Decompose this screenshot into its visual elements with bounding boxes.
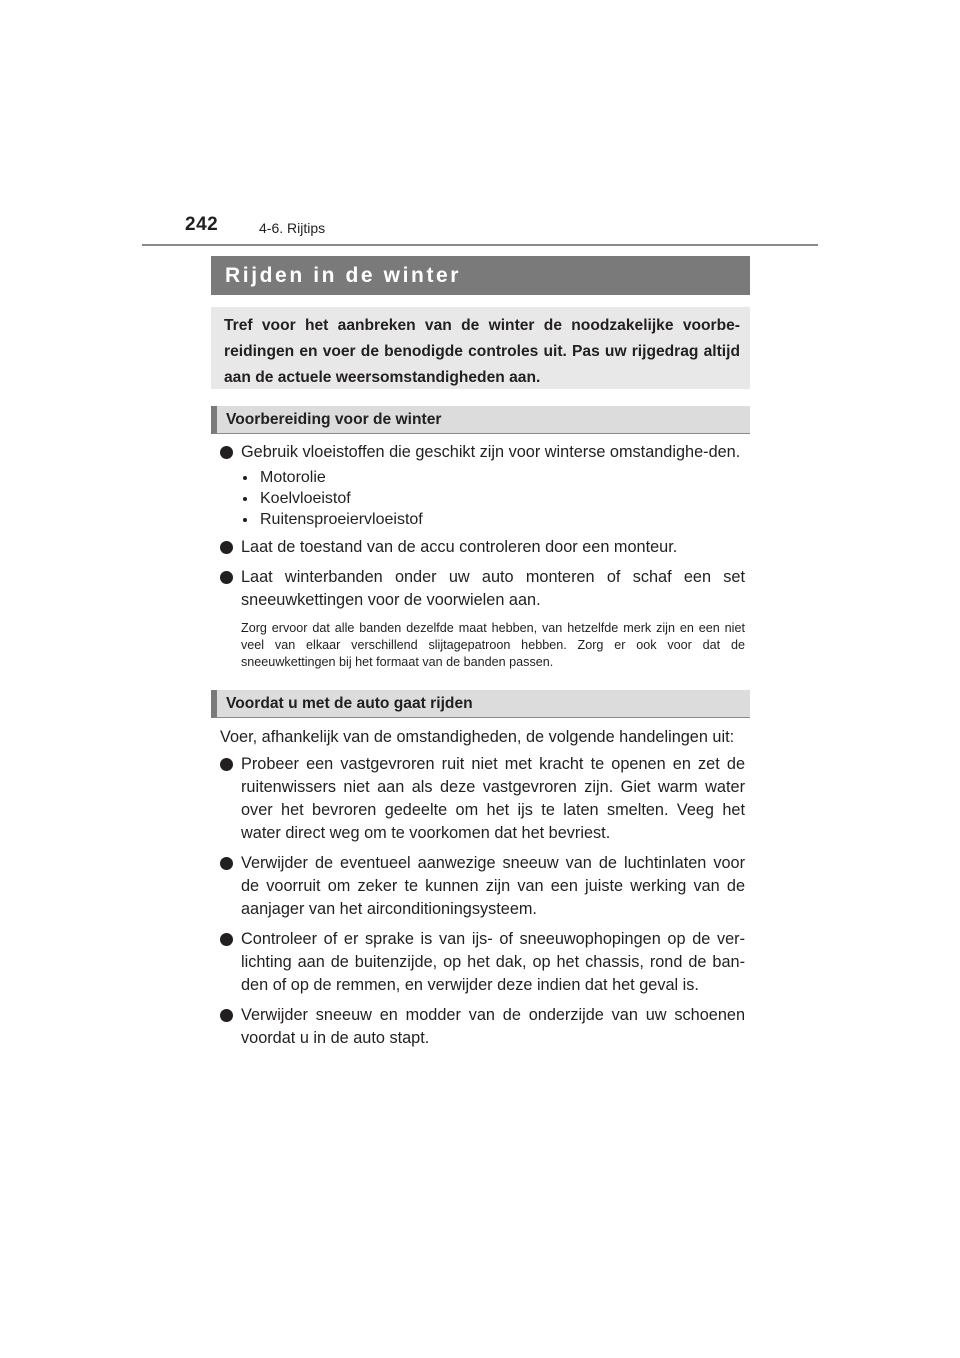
list-item-text: Verwijder sneeuw en modder van de onderzijde van uw schoenen voordat u in de auto stapt. (241, 1006, 745, 1047)
list-item-text: Verwijder de eventueel aanwezige sneeuw van de luchtinlaten voor de voorruit om zeker te kunnen zijn van een juiste werking van de aanjager van het airconditioningsysteem. (241, 854, 745, 918)
sub-list-item-text: Motorolie (260, 469, 326, 486)
fluid-list (220, 467, 745, 530)
page-number: 242 (185, 214, 219, 235)
bullet-icon (220, 857, 233, 870)
bullet-icon (220, 758, 233, 771)
bullet-icon (220, 1009, 233, 1022)
small-bullet-icon (243, 518, 247, 522)
intro-box: Tref voor het aanbreken van de winter de noodzakelijke voorbe-reidingen en voer de benodigde controles uit. Pas uw rijgedrag altijd aan de actuele weersomstandigheden aan. (211, 307, 750, 389)
section-content-before-driving (220, 726, 745, 1057)
page-header (185, 214, 825, 244)
bullet-icon (220, 541, 233, 554)
tire-note: Zorg ervoor dat alle banden dezelfde maat hebben, van hetzelfde merk zijn en een niet veel van elkaar verschillend slijtagepatroon hebben. Zorg er ook voor dat de sneeuwkettingen bij het formaat van de banden passen. (241, 621, 745, 669)
bullet-icon (220, 571, 233, 584)
list-item-text: Probeer een vastgevroren ruit niet met kracht te openen en zet de ruitenwissers niet aan als deze vastgevroren zijn. Giet warm water over het bevroren gedeelte om het ijs te laten smelten. Veeg het water direct weg om te voorkomen dat het bevriest. (241, 755, 745, 842)
list-item (220, 852, 745, 921)
list-item-text: Controleer of er sprake is van ijs- of sneeuwophopingen op de ver-lichting aan de buitenzijde, op het dak, op het chassis, rond de ban-den of op de remmen, en verwijder deze indien dat het geval is. (241, 930, 745, 994)
list-item (220, 1004, 745, 1050)
small-bullet-icon (243, 476, 247, 480)
list-item (220, 566, 745, 612)
page-title: Rijden in de winter (211, 256, 750, 295)
bullet-icon (220, 933, 233, 946)
section-heading-preparation: Voorbereiding voor de winter (211, 406, 750, 434)
header-divider (142, 244, 818, 246)
sub-list-item (220, 488, 745, 509)
section-intro-text: Voer, afhankelijk van de omstandigheden, de volgende handelingen uit: (220, 728, 735, 746)
list-item-text: Gebruik vloeistoffen die geschikt zijn voor winterse omstandighe-den. (241, 443, 741, 461)
sub-list-item (220, 467, 745, 488)
section-reference: 4-6. Rijtips (259, 220, 326, 236)
list-item-text: Laat winterbanden onder uw auto monteren of schaf een set sneeuwkettingen voor de voorwielen aan. (241, 568, 745, 609)
list-item (220, 536, 745, 559)
list-item (220, 441, 745, 464)
sub-list-item-text: Koelvloeistof (260, 490, 351, 507)
list-item (220, 928, 745, 997)
list-item (220, 753, 745, 845)
small-bullet-icon (243, 497, 247, 501)
sub-list-item-text: Ruitensproeiervloeistof (260, 511, 423, 528)
bullet-icon (220, 446, 233, 459)
list-item-text: Laat de toestand van de accu controleren door een monteur. (241, 538, 678, 556)
section-content-preparation (220, 441, 745, 671)
sub-list-item (220, 509, 745, 530)
section-heading-before-driving: Voordat u met de auto gaat rijden (211, 690, 750, 718)
